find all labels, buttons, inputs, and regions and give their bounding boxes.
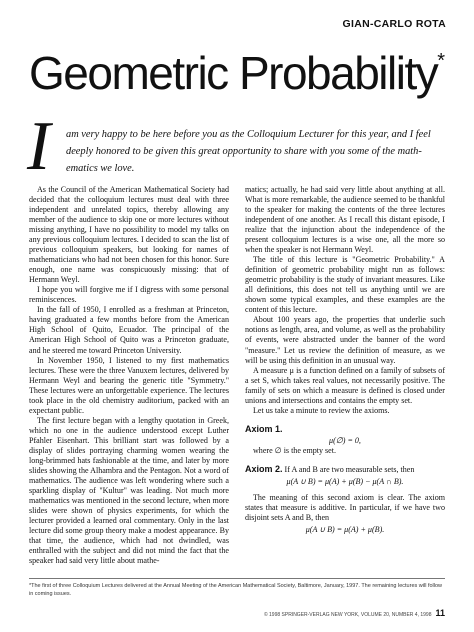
- right-paragraph-4: A measure μ is a function defined on a family of subsets of a set S, which takes real values, not necessarily positive. The family of sets on which a measure is defined is closed under unions and intersections and contains the empty set.: [245, 365, 445, 405]
- right-paragraph-1: matics; actually, he had said very little about anything at all. What is more remarkable, the audience seemed to be thankful to the speaker for making the contents of the three lectures independent of one another. As I recall this distant episode, I realize that the injunction about the independence of the present colloquium lectures is a wise one, all the more so when the speaker is not Hermann Weyl.: [245, 185, 445, 255]
- left-paragraph-2: I hope you will forgive me if I digress with some personal reminiscences.: [29, 285, 229, 305]
- axiom-1-note: where ∅ is the empty set.: [253, 445, 336, 455]
- footnote-divider: [29, 578, 445, 579]
- left-paragraph-4: In November 1950, I listened to my first mathematics lectures. These were the three Vanuxem lectures, delivered by Hermann Weyl and bearing the generic title "Symmetry." These lectures were an unforgettable experience. The lectures took place in the old chemistry auditorium, packed with an expectant public.: [29, 355, 229, 415]
- right-paragraph-2: The title of this lecture is "Geometric Probability." A definition of geometric probability might run as follows: geometric probability is the study of invariant measures. Like all definitions, this does not tell us anything until we are shown some typical examples, and these examples are the content of this lecture.: [245, 255, 445, 315]
- axiom-1-equation: μ(∅) = 0,: [329, 435, 361, 445]
- right-column: [245, 185, 445, 535]
- right-paragraph-3: About 100 years ago, the properties that underlie such notions as length, area, and volume, as well as the probability of events, were abstracted under the banner of the word "measure." Let us review the definition of measure, as we will be using this definition in an unusual way.: [245, 315, 445, 365]
- title-footnote-mark: *: [437, 49, 444, 72]
- article-title: [29, 47, 444, 99]
- footnote: *The first of three Colloquium Lectures delivered at the Annual Meeting of the American Mathematical Society, Baltimore, January, 1997. The remaining lectures will follow in coming issues.: [29, 583, 443, 597]
- left-column: [29, 185, 229, 566]
- right-paragraph-6: The meaning of this second axiom is clear. The axiom states that measure is additive. In particular, if we have two disjoint sets A and B, then: [245, 492, 445, 522]
- page-footer: [264, 608, 445, 618]
- left-paragraph-3: In the fall of 1950, I enrolled as a freshman at Princeton, having graduated a few months before from the American High School of Quito, Ecuador. The principal of the American High School of Quito was a Princeton graduate, and he steered me toward Princeton University.: [29, 305, 229, 355]
- article-title-text: Geometric Probability: [29, 47, 438, 99]
- intro-line-3: ematics we love.: [66, 163, 135, 174]
- additivity-equation: μ(A ∪ B) = μ(A) + μ(B).: [305, 524, 385, 534]
- intro-line-1: am very happy to be here before you as the Colloquium Lecturer for this year, and I feel: [66, 129, 431, 140]
- axiom-1-title: Axiom 1.: [245, 423, 283, 434]
- left-paragraph-5: The first lecture began with a lengthy quotation in Greek, which no one in the audience understood except Luther Pfahler Eisenhart. This brilliant start was followed by a display of slides portraying charming women wearing the long-brimmed hats fashionable at the time, and later by more slides showing the Alhambra and the Pentagon. Not a word of mathematics. The audience was left wondering where such a sparkling display of "Kultur" was leading. Not much more mathematics was mentioned in the second lecture, when more slides were shown of physics experiments, for which the lecturer provided a learned oral commentary. Only in the last lecture did some group theory make a modest appearance. By that time, the audience, which had not dwindled, was enthralled with the subject and did not mind the fact that the speaker had said very little about mathe-: [29, 415, 229, 566]
- copyright-line: © 1998 SPRINGER-VERLAG NEW YORK, VOLUME 20, NUMBER 4, 1998: [263, 612, 432, 618]
- page-number: 11: [435, 608, 445, 618]
- axiom-2-text: If A and B are two measurable sets, then: [284, 464, 415, 474]
- axiom-2: [245, 464, 445, 475]
- right-paragraph-5: Let us take a minute to review the axioms.: [253, 405, 390, 415]
- left-paragraph-1: As the Council of the American Mathematical Society had decided that the colloquium lectures must deal with three independent and unrelated topics, thereby allowing any member of the audience to skip one or more lectures without missing anything, I have no possibility to model my talks on any previous colloquium lectures. I decided to scan the list of previous colloquium speakers, but looking for names of mathematicians who had not been chosen for this honor. Sure enough, one name was conspicuously missing: that of Hermann Weyl.: [29, 185, 229, 285]
- drop-cap: I: [27, 108, 51, 185]
- author-name: GIAN-CARLO ROTA: [342, 18, 446, 30]
- axiom-2-equation: μ(A ∪ B) = μ(A) + μ(B) − μ(A ∩ B).: [286, 476, 404, 486]
- axiom-2-title: Axiom 2.: [245, 463, 283, 474]
- intro-line-2: deeply honored to be given this great opportunity to share with you some of the math-: [66, 146, 422, 157]
